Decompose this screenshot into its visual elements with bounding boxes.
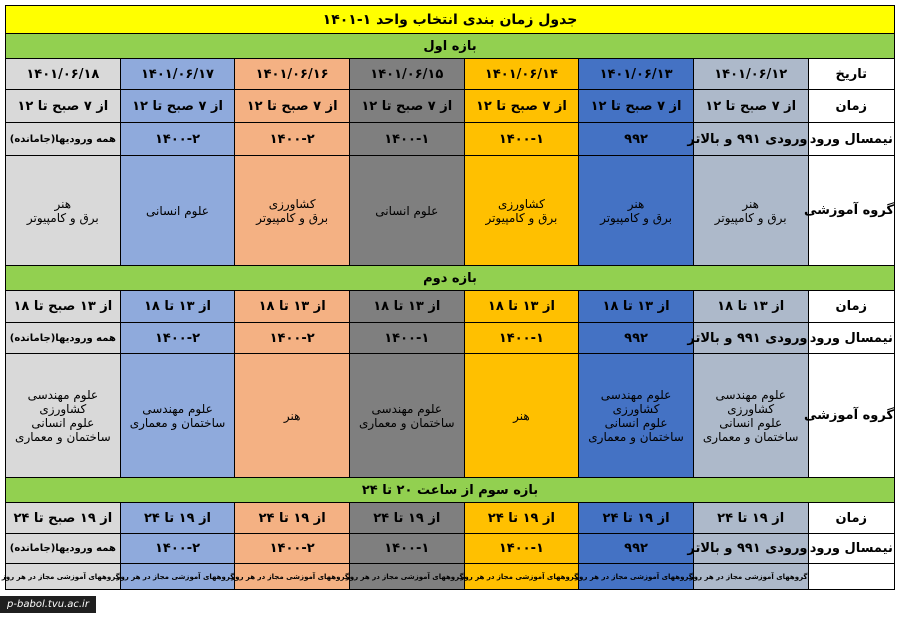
group-cell xyxy=(464,156,579,266)
date-cell: ۱۴۰۱/۰۶/۱۶ xyxy=(235,59,350,90)
entry-label: نیمسال ورود xyxy=(808,534,894,564)
group-item: علوم انسانی xyxy=(146,203,209,218)
group-item: هنر xyxy=(513,408,530,423)
group-item: علوم انسانی xyxy=(31,415,95,430)
period1-time-row xyxy=(6,90,895,123)
group-cell xyxy=(579,354,694,478)
entry-cell: همه ورودیها(جامانده) xyxy=(6,123,121,156)
time-cell: از ۱۳ تا ۱۸ xyxy=(235,291,350,323)
date-cell: ۱۴۰۱/۰۶/۱۲ xyxy=(693,59,808,90)
period3-entry-row xyxy=(6,534,895,564)
group-item: علوم انسانی xyxy=(375,203,439,218)
period1-entry-row xyxy=(6,123,895,156)
date-cell: ۱۴۰۱/۰۶/۱۳ xyxy=(579,59,694,90)
period2-entry-row xyxy=(6,323,895,354)
entry-cell: ۱۴۰۰-۲ xyxy=(235,534,350,564)
entry-cell: ۱۴۰۰-۱ xyxy=(464,534,579,564)
schedule-sheet xyxy=(1,5,895,613)
entry-cell: ۱۴۰۰-۲ xyxy=(120,534,235,564)
time-cell: از ۱۳ صبح تا ۱۸ xyxy=(6,291,121,323)
group-item: ساختمان و معماری xyxy=(15,429,111,444)
entry-cell: ۹۹۲ xyxy=(579,323,694,354)
period2-header: بازه دوم xyxy=(6,266,895,291)
group-cell xyxy=(693,354,808,478)
entry-cell: ۱۴۰۰-۲ xyxy=(120,323,235,354)
time-cell: از ۱۳ تا ۱۸ xyxy=(464,291,579,323)
group-item: هنر xyxy=(283,408,301,423)
group-item: برق و کامپیوتر xyxy=(714,210,787,225)
group-item: ساختمان و معماری xyxy=(358,415,455,430)
group-item: برق و کامپیوتر xyxy=(600,210,672,225)
entry-cell: ۱۴۰۰-۲ xyxy=(235,323,350,354)
time-cell: از ۱۹ تا ۲۴ xyxy=(693,503,808,534)
group-item: برق و کامپیوتر xyxy=(26,210,99,225)
time-cell: از ۷ صبح تا ۱۲ xyxy=(120,90,235,123)
entry-cell: ۱۴۰۰-۱ xyxy=(464,123,579,156)
note-cell: گروههای آموزشی مجاز در هر روز xyxy=(349,564,464,590)
entry-cell: ۱۴۰۰-۲ xyxy=(120,123,235,156)
period1-header: بازه اول xyxy=(6,34,895,59)
group-label: گروه آموزشی xyxy=(808,156,894,266)
group-cell xyxy=(6,354,121,478)
group-item: هنر xyxy=(742,196,759,211)
time-cell: از ۷ صبح تا ۱۲ xyxy=(579,90,694,123)
group-item: علوم مهندسی xyxy=(715,387,786,402)
group-item: علوم مهندسی xyxy=(27,387,99,402)
time-label: زمان xyxy=(808,90,894,123)
time-cell: از ۱۹ صبح تا ۲۴ xyxy=(6,503,121,534)
time-cell: از ۱۳ تا ۱۸ xyxy=(349,291,464,323)
group-item: کشاورزی xyxy=(727,401,775,416)
time-label: زمان xyxy=(808,291,894,323)
entry-cell: ۱۴۰۰-۲ xyxy=(235,123,350,156)
group-item: علوم مهندسی xyxy=(142,401,213,416)
note-cell: گروههای آموزشی مجاز در هر روز xyxy=(579,564,694,590)
date-cell: ۱۴۰۱/۰۶/۱۵ xyxy=(349,59,464,90)
period3-time-row xyxy=(6,503,895,534)
entry-cell: ۹۹۲ xyxy=(579,123,694,156)
date-cell: ۱۴۰۱/۰۶/۱۷ xyxy=(120,59,235,90)
group-item: کشاورزی xyxy=(268,196,316,211)
group-item: علوم مهندسی xyxy=(600,387,672,402)
entry-cell: ۹۹۲ xyxy=(579,534,694,564)
group-cell xyxy=(349,156,464,266)
time-cell: از ۱۹ تا ۲۴ xyxy=(579,503,694,534)
period3-note-row xyxy=(6,564,895,590)
group-item: کشاورزی xyxy=(39,401,87,416)
group-cell xyxy=(349,354,464,478)
time-cell: از ۷ صبح تا ۱۲ xyxy=(349,90,464,123)
period3-header: بازه سوم از ساعت ۲۰ تا ۲۴ xyxy=(6,478,895,503)
group-item: هنر xyxy=(54,196,72,211)
schedule-title: جدول زمان بندی انتخاب واحد ۱-۱۴۰۱ xyxy=(6,6,895,34)
group-cell xyxy=(235,156,350,266)
group-cell xyxy=(120,354,235,478)
group-label: گروه آموزشی xyxy=(808,354,894,478)
entry-cell: ۱۴۰۰-۱ xyxy=(464,323,579,354)
entry-cell: همه ورودیها(جامانده) xyxy=(6,323,121,354)
empty-label xyxy=(808,564,894,590)
entry-cell: ورودی ۹۹۱ و بالاتر xyxy=(693,534,808,564)
group-cell xyxy=(464,354,579,478)
entry-label: نیمسال ورود xyxy=(808,323,894,354)
time-cell: از ۱۳ تا ۱۸ xyxy=(579,291,694,323)
group-item: برق و کامپیوتر xyxy=(256,210,329,225)
group-cell xyxy=(579,156,694,266)
time-cell: از ۱۹ تا ۲۴ xyxy=(235,503,350,534)
entry-cell: ۱۴۰۰-۱ xyxy=(349,534,464,564)
date-cell: ۱۴۰۱/۰۶/۱۴ xyxy=(464,59,579,90)
group-item: علوم انسانی xyxy=(604,415,668,430)
period2-group-row xyxy=(6,354,895,478)
entry-cell: ۱۴۰۰-۱ xyxy=(349,123,464,156)
group-item: علوم مهندسی xyxy=(371,401,443,416)
time-cell: از ۱۳ تا ۱۸ xyxy=(693,291,808,323)
time-cell: از ۱۹ تا ۲۴ xyxy=(464,503,579,534)
period2-time-row xyxy=(6,291,895,323)
entry-cell: ورودی ۹۹۱ و بالاتر xyxy=(693,123,808,156)
group-item: برق و کامپیوتر xyxy=(485,210,558,225)
group-item: هنر xyxy=(627,196,645,211)
schedule-table xyxy=(1,5,895,590)
date-label: تاریخ xyxy=(808,59,894,90)
group-cell xyxy=(693,156,808,266)
entry-label: نیمسال ورود xyxy=(808,123,894,156)
time-cell: از ۷ صبح تا ۱۲ xyxy=(235,90,350,123)
entry-cell: همه ورودیها(جامانده) xyxy=(6,534,121,564)
group-item: علوم انسانی xyxy=(719,415,783,430)
period1-group-row xyxy=(6,156,895,266)
group-item: ساختمان و معماری xyxy=(588,429,684,444)
entry-cell: ورودی ۹۹۱ و بالاتر xyxy=(693,323,808,354)
time-cell: از ۱۹ تا ۲۴ xyxy=(120,503,235,534)
group-item: کشاورزی xyxy=(612,401,660,416)
time-cell: از ۷ صبح تا ۱۲ xyxy=(693,90,808,123)
group-item: ساختمان و معماری xyxy=(129,415,226,430)
date-cell: ۱۴۰۱/۰۶/۱۸ xyxy=(6,59,121,90)
time-cell: از ۱۳ تا ۱۸ xyxy=(120,291,235,323)
time-cell: از ۷ صبح تا ۱۲ xyxy=(6,90,121,123)
period1-date-row xyxy=(6,59,895,90)
group-cell xyxy=(6,156,121,266)
note-cell: گروههای آموزشی مجاز در هر روز xyxy=(693,564,808,590)
time-label: زمان xyxy=(808,503,894,534)
entry-cell: ۱۴۰۰-۱ xyxy=(349,323,464,354)
time-cell: از ۷ صبح تا ۱۲ xyxy=(464,90,579,123)
site-watermark: p-babol.tvu.ac.ir xyxy=(0,596,96,613)
note-cell: گروههای آموزشی مجاز در هر روز xyxy=(120,564,235,590)
note-cell: گروههای آموزشی مجاز در هر روز xyxy=(6,564,121,590)
group-item: ساختمان و معماری xyxy=(702,429,799,444)
group-cell xyxy=(235,354,350,478)
group-item: کشاورزی xyxy=(497,196,545,211)
note-cell: گروههای آموزشی مجاز در هر روز xyxy=(464,564,579,590)
time-cell: از ۱۹ تا ۲۴ xyxy=(349,503,464,534)
group-cell xyxy=(120,156,235,266)
note-cell: گروههای آموزشی مجاز در هر روز xyxy=(235,564,350,590)
